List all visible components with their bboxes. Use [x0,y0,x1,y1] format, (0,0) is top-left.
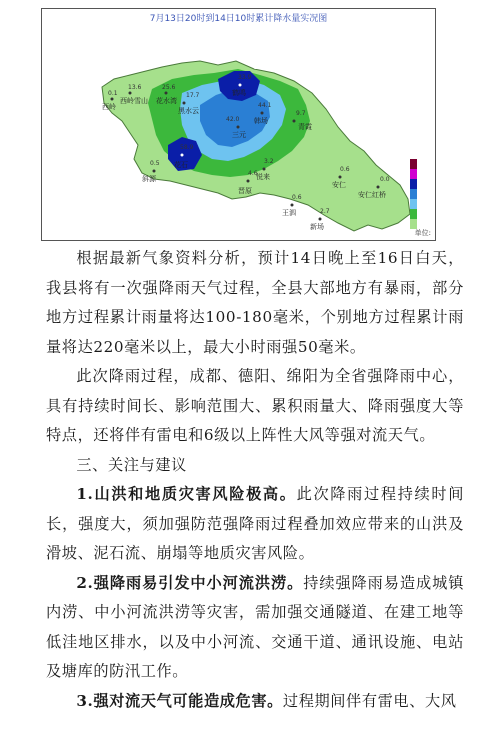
legend-swatch-light-blue [410,199,417,209]
station-name: 鹤鸣 [232,89,246,97]
station-value: 9.7 [296,110,306,117]
legend-swatch-blue [410,189,417,199]
advice-item-2-body: 持续强降雨易造成城镇内涝、中小河流洪涝等灾害，需加强交通隧道、在建工地等低洼地区排水，以及中小河流、交通干道、通讯设施、电站及塘库的防汛工作。 [46,573,465,680]
station-name: 悦来 [256,173,270,181]
legend-swatch-magenta [410,169,417,179]
map-title: 7月13日20时到14日10时累计降水量实况图 [149,14,328,24]
station-value: 2.7 [320,208,330,215]
rainfall-map [41,8,436,241]
station-value: 33.9 [238,74,252,81]
advice-item-1-title: 1.山洪和地质灾害风险极高。 [76,485,297,503]
station-value: 3.2 [264,158,274,165]
station-value: 0.5 [150,160,160,167]
section-heading: 三、关注与建议 [76,455,187,474]
station-name: 晋原 [238,187,252,195]
station-name: 安仁 [332,181,346,189]
advice-item-2-title: 2.强降雨易引发中小河流洪涝。 [76,573,304,592]
advice-item-3-body: 过程期间伴有雷电、大风 [282,691,457,710]
station-value: 0.6 [292,194,302,201]
station-value: 42.0 [226,116,240,123]
station-name: 花水湾 [156,97,177,105]
document-body [46,244,464,716]
station-value: 25.6 [162,84,176,91]
legend-swatch-green [410,209,417,219]
station-name: 黑水云 [178,107,199,115]
station-name: 西岭 [102,103,116,111]
station-value: 17.7 [186,92,200,99]
station-name: 王泗 [282,209,296,217]
advice-item-1-body: 此次降雨过程持续时间长，强度大，须加强防范强降雨过程叠加效应带来的山洪及滑坡、泥石流、崩塌等地质灾害风险。 [46,485,464,562]
paragraph-forecast: 根据最新气象资料分析，预计14日晚上至16日白天，我县将有一次强降雨天气过程，全县大部地方有暴雨，部分地方过程累计雨量将达100-180毫米，个别地方过程累计雨量将达220毫米以上，最大小时雨强50毫米。 [46,249,464,356]
station-name: 花石 [174,161,188,169]
advice-item-1 [46,480,464,569]
station-name: 新场 [310,223,324,231]
station-name: 三元 [232,131,246,139]
legend-unit-label: 单位: [414,229,431,237]
station-value: 13.6 [128,84,142,91]
advice-item-3-title: 3.强对流天气可能造成危害。 [76,691,283,710]
station-value: 44.1 [258,102,272,109]
map-graphic [42,9,435,240]
paragraph-characteristics: 此次降雨过程，成都、德阳、绵阳为全省强降雨中心，具有持续时间长、影响范围大、累积雨量大、降雨强度大等特点，还将伴有雷电和6级以上阵性大风等强对流天气。 [46,367,464,444]
station-name: 青霞 [298,123,312,131]
legend-swatch-dark-blue [410,179,417,189]
station-value: 4.6 [248,170,258,177]
station-name: 安仁红桥 [358,191,386,199]
legend-swatch-maroon [410,159,417,169]
station-name: 斜源 [142,175,156,183]
station-value: 0.1 [108,90,118,97]
station-value: 0.6 [340,166,350,173]
map-legend [410,159,417,229]
station-name: 西岭雪山 [120,97,148,105]
station-value: 58.9 [180,144,194,151]
advice-item-3 [46,687,464,717]
advice-item-2 [46,569,464,687]
station-name: 韩场 [254,117,268,125]
station-value: 0.0 [380,176,390,183]
